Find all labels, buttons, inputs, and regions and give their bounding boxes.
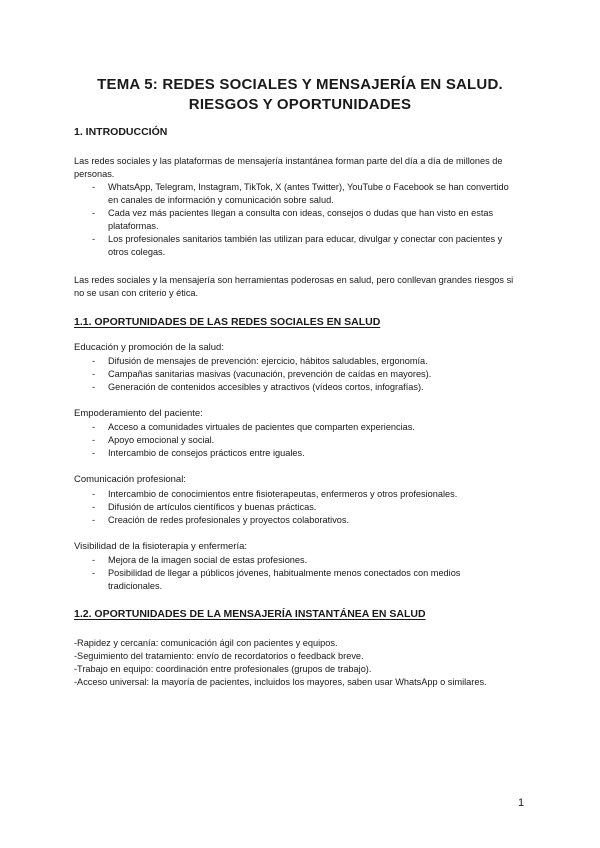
list-item: - Posibilidad de llegar a públicos jóvenes, habitualmente menos conectados con medios tradicionales. bbox=[74, 567, 514, 593]
document-title-line-1: TEMA 5: REDES SOCIALES Y MENSAJERÍA EN SALUD. bbox=[97, 76, 503, 93]
visibilidad-list bbox=[74, 554, 514, 593]
subheading-educacion: Educación y promoción de la salud: bbox=[74, 342, 224, 353]
list-item: - Cada vez más pacientes llegan a consulta con ideas, consejos o dudas que han visto en estas plataformas. bbox=[74, 207, 514, 233]
list-item: - Generación de contenidos accesibles y atractivos (vídeos cortos, infografías). bbox=[74, 381, 514, 394]
comunicacion-list bbox=[74, 488, 514, 527]
document-title-line-2: RIESGOS Y OPORTUNIDADES bbox=[188, 96, 412, 113]
list-item: - Mejora de la imagen social de estas profesiones. bbox=[74, 554, 514, 567]
section-heading-oportunidades-mensajeria: 1.2. OPORTUNIDADES DE LA MENSAJERÍA INSTANTÁNEA EN SALUD bbox=[74, 608, 426, 620]
empoderamiento-list bbox=[74, 421, 514, 460]
list-item: - Campañas sanitarias masivas (vacunación, prevención de caídas en mayores). bbox=[74, 368, 514, 381]
list-item: - Intercambio de consejos prácticos entre iguales. bbox=[74, 447, 514, 460]
mensajeria-line-4: -Acceso universal: la mayoría de pacientes, incluidos los mayores, saben usar WhatsApp o similares. bbox=[74, 677, 487, 687]
list-item: - Difusión de artículos científicos y buenas prácticas. bbox=[74, 501, 514, 514]
mensajeria-line-3: -Trabajo en equipo: coordinación entre profesionales (grupos de trabajo). bbox=[74, 664, 372, 674]
section-heading-introduccion: 1. INTRODUCCIÓN bbox=[74, 126, 168, 138]
subheading-visibilidad: Visibilidad de la fisioterapia y enfermería: bbox=[74, 541, 248, 552]
list-item: - Acceso a comunidades virtuales de pacientes que comparten experiencias. bbox=[74, 421, 514, 434]
list-item: - Los profesionales sanitarios también las utilizan para educar, divulgar y conectar con pacientes y otros colegas. bbox=[74, 233, 514, 259]
list-item: - WhatsApp, Telegram, Instagram, TikTok, X (antes Twitter), YouTube o Facebook se han convertido en canales de información y comunicación sobre salud. bbox=[74, 181, 514, 207]
list-item: - Difusión de mensajes de prevención: ejercicio, hábitos saludables, ergonomía. bbox=[74, 355, 514, 368]
list-item: - Apoyo emocional y social. bbox=[74, 434, 514, 447]
page-number: 1 bbox=[518, 797, 525, 809]
mensajeria-line-1: -Rapidez y cercanía: comunicación ágil con pacientes y equipos. bbox=[74, 638, 338, 648]
intro-paragraph-1: Las redes sociales y las plataformas de mensajería instantánea forman parte del día a día de millones de personas. bbox=[74, 156, 503, 179]
list-item: - Creación de redes profesionales y proyectos colaborativos. bbox=[74, 514, 514, 527]
intro-bullet-list bbox=[74, 181, 514, 259]
educacion-list bbox=[74, 355, 514, 394]
list-item: - Intercambio de conocimientos entre fisioterapeutas, enfermeros y otros profesionales. bbox=[74, 488, 514, 501]
subheading-empoderamiento: Empoderamiento del paciente: bbox=[74, 408, 203, 419]
mensajeria-line-2: -Seguimiento del tratamiento: envío de recordatorios o feedback breve. bbox=[74, 651, 364, 661]
intro-paragraph-2: Las redes sociales y la mensajería son herramientas poderosas en salud, pero conllevan grandes riesgos si no se usan con criterio y ética. bbox=[74, 275, 514, 298]
section-heading-oportunidades-redes: 1.1. OPORTUNIDADES DE LAS REDES SOCIALES EN SALUD bbox=[74, 316, 381, 328]
subheading-comunicacion: Comunicación profesional: bbox=[74, 474, 186, 485]
